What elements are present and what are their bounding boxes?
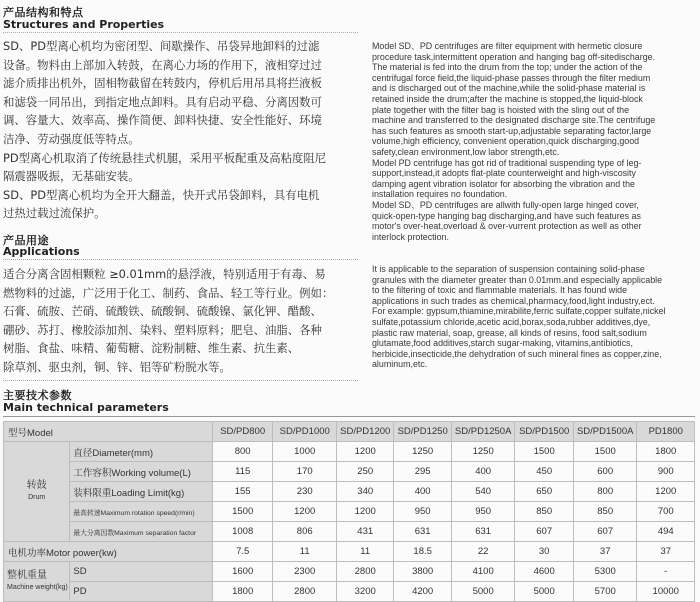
applications-title-cn: 产品用途 (3, 234, 49, 247)
table-cell: 631 (394, 522, 451, 542)
model-column-header: SD/PD800 (212, 422, 273, 442)
text-line: Model SD、PD centrifuges are allwith fully-open large hinged cover, (372, 199, 639, 210)
text-line: 除草剂、驱虫剂，铜、锌、铝等矿粉脱水等。 (3, 359, 231, 374)
text-line: Model SD、PD centrifuges are filter equipment with hermetic closure (372, 41, 643, 51)
text-line: It is applicable to the separation of suspension containing solid-phase (372, 264, 645, 274)
table-cell: 340 (337, 482, 394, 502)
params-title-cn: 主要技术参数 (3, 389, 72, 402)
drum-group-label (4, 442, 70, 542)
model-column-header: SD/PD1500 (515, 422, 573, 442)
text-line: SD、PD型离心机均为密闭型、间歇操作、吊袋异地卸料的过滤 (3, 39, 320, 53)
structure-en-text (372, 41, 698, 242)
table-cell: 800 (212, 442, 273, 462)
table-cell: 10000 (637, 582, 695, 602)
text-line: 适合分离含固相颗粒 ≥0.01mm的悬浮液，特别适用于有毒、易 (3, 267, 326, 281)
model-column-header: PD1800 (637, 422, 695, 442)
model-column-header: SD/PD1250 (394, 422, 451, 442)
text-line: glutamate,food additives,starch sugar-making, vitamins,antibiotics, (372, 338, 633, 349)
table-cell: 631 (451, 522, 515, 542)
table-row (4, 502, 695, 522)
text-line: has such features as smooth start-up,adjustable separating factor,large (372, 125, 652, 136)
text-line: 燃物料的过滤，广泛用于化工、制药、食品、轻工等行业。例如： (3, 285, 334, 300)
table-cell: 1200 (337, 502, 394, 522)
weight-label-en: Machine weight(kg) (7, 583, 68, 591)
text-line: granules with the diameter greater than 0.01mm.and especially applicable (372, 274, 663, 285)
table-cell: 800 (573, 482, 637, 502)
text-line: installation requires no foundation. (372, 189, 508, 200)
table-cell: 2800 (273, 582, 337, 602)
table-cell: 11 (273, 542, 337, 562)
table-cell: 1008 (212, 522, 273, 542)
row-label: SD (70, 562, 213, 582)
text-line: interlock protection. (372, 231, 449, 242)
divider (3, 259, 358, 260)
applications-en-text (372, 264, 698, 370)
text-line: 树脂、食盐、味精、葡萄糖、淀粉制糖、维生素、抗生素、 (3, 341, 300, 356)
table-cell: 431 (337, 522, 394, 542)
table-cell: 1200 (637, 482, 695, 502)
text-line: 滤介质排出机外，固相物截留在转鼓内，停机后用吊具将拦液板 (3, 76, 322, 91)
text-line: plastic raw material, soap, grease, all kinds of resins, food salt,sodium (372, 327, 647, 338)
table-cell: 18.5 (394, 542, 451, 562)
text-line: volume,high efficiency, convenient operation,quick discharging,good (372, 136, 640, 147)
table-row (4, 442, 695, 462)
table-cell: 3800 (394, 562, 451, 582)
text-line: sulfate,potassium chloride,acetic acid,borax,soda,rubber additives,dye, (372, 316, 651, 327)
divider (3, 380, 358, 381)
table-cell: - (637, 562, 695, 582)
model-column-header: SD/PD1250A (451, 422, 515, 442)
text-line: quick-open-type hanging bag discharging,and have such features as (372, 210, 641, 221)
text-line: 设备。物料由上部加入转鼓，在离心力场的作用下，液相穿过过 (3, 57, 322, 72)
table-cell: 806 (273, 522, 337, 542)
table-row (4, 562, 695, 582)
text-line: plate together with the filter bag is hoisted with the sling out of the (372, 104, 630, 115)
row-label: 装料限重Loading Limit(kg) (70, 482, 213, 502)
table-cell: 250 (337, 462, 394, 482)
table-cell: 230 (273, 482, 337, 502)
text-line: retained inside the drum;after the machine is stopped,the liquid-block (372, 93, 643, 104)
weight-group-label (4, 562, 70, 602)
table-cell: 5700 (573, 582, 637, 602)
table-cell: 1500 (515, 442, 573, 462)
table-cell: 1250 (451, 442, 515, 462)
table-cell: 37 (637, 542, 695, 562)
table-cell: 170 (273, 462, 337, 482)
table-cell: 1500 (573, 442, 637, 462)
structure-title-cn: 产品结构和特点 (3, 6, 84, 19)
drum-label-en: Drum (28, 493, 46, 501)
row-label: 工作容积Working volume(L) (70, 462, 213, 482)
table-cell: 1800 (637, 442, 695, 462)
text-line: applications in such trades as chemical,pharmacy,food,light industry,ect. (372, 295, 655, 306)
text-line: damping agent vibration isolator for absorbing the vibration and the (372, 178, 635, 189)
spec-table (3, 421, 695, 602)
table-cell: 1800 (212, 582, 273, 602)
table-cell: 30 (515, 542, 573, 562)
table-cell: 5300 (573, 562, 637, 582)
table-cell: 950 (394, 502, 451, 522)
text-line: 和滤袋一同吊出，到指定地点卸料。具有启动平稳、分离因数可 (3, 94, 322, 109)
table-cell: 400 (451, 462, 515, 482)
text-line: herbicide,insecticide,the dehydration of such mineral fines as copper,zine, (372, 348, 662, 359)
table-cell: 650 (515, 482, 573, 502)
text-line: 过热过载过流保护。 (3, 206, 106, 221)
table-cell: 900 (637, 462, 695, 482)
table-cell: 3200 (337, 582, 394, 602)
table-cell: 1250 (394, 442, 451, 462)
table-cell: 7.5 (212, 542, 273, 562)
model-column-header: SD/PD1500A (573, 422, 637, 442)
row-label: PD (70, 582, 213, 602)
table-row (4, 522, 695, 542)
drum-label-cn: 转鼓 (26, 479, 47, 491)
table-cell: 494 (637, 522, 695, 542)
table-cell: 540 (451, 482, 515, 502)
table-cell: 4100 (451, 562, 515, 582)
table-cell: 1200 (273, 502, 337, 522)
text-line: procedure task,intermittent operation and hanging bag off-sitedischarge. (372, 51, 656, 62)
table-row (4, 582, 695, 602)
table-row (4, 422, 695, 442)
applications-cn-text (3, 265, 365, 377)
table-cell: 2300 (273, 562, 337, 582)
table-cell: 115 (212, 462, 273, 482)
text-line: 隔震器吸振，无基础安装。 (3, 169, 140, 184)
table-cell: 11 (337, 542, 394, 562)
table-cell: 600 (573, 462, 637, 482)
table-cell: 1000 (273, 442, 337, 462)
text-line: 洁净、劳动强度低等特点。 (3, 131, 140, 146)
table-cell: 950 (451, 502, 515, 522)
text-line: 硼砂、苏打、橡胶添加剂、染料、塑料原料；肥皂、油脂、各种 (3, 322, 322, 337)
table-cell: 400 (394, 482, 451, 502)
params-title-en: Main technical parameters (3, 401, 169, 414)
table-row (4, 542, 695, 562)
row-label: 最高转速Maximum rotation speed(r/min) (70, 502, 213, 522)
table-cell: 1500 (212, 502, 273, 522)
row-label: 直径Diameter(mm) (70, 442, 213, 462)
text-line: safety,clean environment,low labor strength,etc. (372, 146, 560, 157)
table-cell: 295 (394, 462, 451, 482)
table-cell: 37 (573, 542, 637, 562)
text-line: centrifugal force field,the liquid-phase passes through the filter medium (372, 72, 651, 83)
text-line: For example: gypsum,thiamine,mirabilite,ferric sulfate,copper sulfate,nickel (372, 306, 666, 317)
text-line: The material is fed into the drum from the top; under the action of the (372, 62, 643, 73)
row-label: 电机功率Motor power(kw) (4, 542, 213, 562)
table-cell: 5000 (515, 582, 573, 602)
table-cell: 155 (212, 482, 273, 502)
table-cell: 1600 (212, 562, 273, 582)
text-line: SD、PD型离心机均为全开大翻盖，快开式吊袋卸料，具有电机 (3, 187, 320, 202)
table-cell: 850 (573, 502, 637, 522)
table-cell: 607 (573, 522, 637, 542)
table-cell: 1200 (337, 442, 394, 462)
text-line: to the filtering of toxic and flammable materials. It has found wide (372, 285, 628, 296)
model-column-header: SD/PD1000 (273, 422, 337, 442)
table-row (4, 462, 695, 482)
table-cell: 4600 (515, 562, 573, 582)
text-line: support,instead,it adopts flat-plate counterweight and high-viscosity (372, 168, 636, 179)
table-cell: 450 (515, 462, 573, 482)
text-line: and is discharged out of the machine,while the solid-phase material is (372, 83, 646, 94)
text-line: PD型离心机取消了传统悬挂式机腿，采用平板配重及高粘度阻尼 (3, 150, 327, 165)
table-cell: 5000 (451, 582, 515, 602)
table-cell: 850 (515, 502, 573, 522)
table-cell: 4200 (394, 582, 451, 602)
table-cell: 700 (637, 502, 695, 522)
table-cell: 22 (451, 542, 515, 562)
table-cell: 2800 (337, 562, 394, 582)
text-line: motor's over-heat,overload & over-vurrent protection as well as other (372, 221, 642, 232)
table-cell: 607 (515, 522, 573, 542)
divider (3, 416, 695, 417)
row-label: 最大分离因数Maximum separation factor (70, 522, 213, 542)
text-line: 石膏、硫胺、芒硝、硫酸铁、硫酸铜、硫酸镍、氯化钾、醋酸、 (3, 304, 322, 319)
model-column-header: SD/PD1200 (337, 422, 394, 442)
text-line: 调、容量大、效率高、操作简便、卸料快捷、安全性能好、环境 (3, 113, 322, 128)
structure-title-en: Structures and Properties (3, 18, 165, 31)
divider (3, 32, 358, 33)
text-line: machine and transferred to the designated discharge site.The centrifuge (372, 115, 656, 126)
table-row (4, 482, 695, 502)
weight-label-cn: 整机重量 (7, 569, 47, 581)
applications-title-en: Applications (3, 245, 80, 258)
text-line: Model PD centrifuge has got rid of traditional suspending type of leg- (372, 157, 642, 168)
text-line: aluminum,etc. (372, 359, 428, 370)
structure-cn-text (3, 37, 365, 223)
model-header: 型号Model (4, 422, 213, 442)
